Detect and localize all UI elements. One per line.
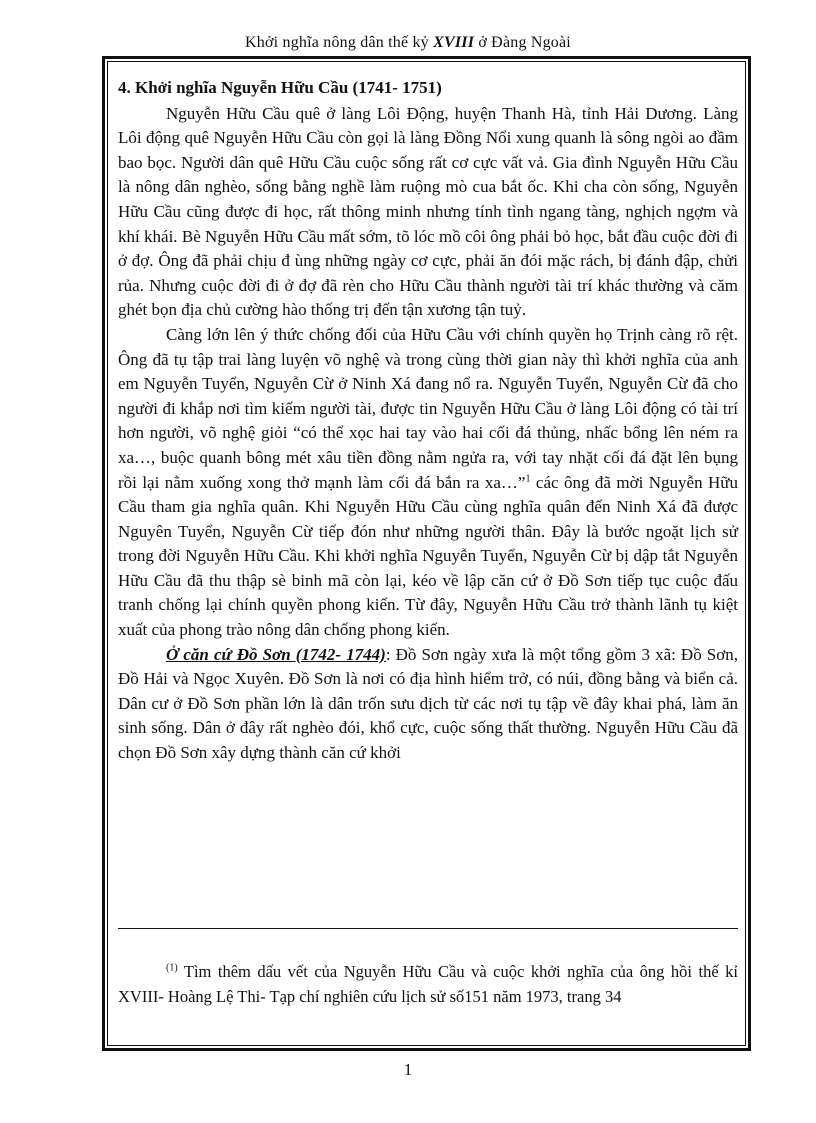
subsection-heading: Ở căn cứ Đồ Sơn (1742- 1744)	[166, 644, 386, 664]
paragraph-3	[118, 643, 738, 766]
paragraph-1: Nguyễn Hữu Cầu quê ở làng Lôi Động, huyện Thanh Hà, tỉnh Hải Dương. Làng Lôi động quê Nguyễn Hữu Cầu còn gọi là làng Đồng Nổi xung quanh là sông ngòi ao đầm bao bọc. Người dân quê Hữu Cầu cuộc sống rất cơ cực vất vả. Gia đình Nguyễn Hữu Cầu là nông dân nghèo, sống bằng nghề làm ruộng mò cua bắt ốc. Khi cha còn sống, Nguyễn Hữu Cầu cũng được đi học, rất thông minh nhưng tính tình ngang tàng, nghịch ngợm và khí khái. Bè Nguyễn Hữu Cầu mất sớm, tõ lóc mồ côi ông phải bỏ học, bắt đầu cuộc đời đi ở đợ. Ông đã phải chịu đ ùng những ngày cơ cực, phải ăn đói mặc rách, bị đánh đập, chửi rủa. Nhưng cuộc đời đi ở đợ đã rèn cho Hữu Cầu thành người tài trí khác thường và căm ghét bọn địa chủ cường hào thống trị đến tận xương tận tuỷ.	[118, 103, 738, 320]
paragraph-2-continued: các ông đã mời Nguyễn Hữu Cầu tham gia nghĩa quân. Khi Nguyễn Hữu Cầu cùng nghĩa quân đến Ninh Xá đã được Nguyên Tuyển, Nguyễn Cừ tiếp đón như những người thân. Đây là bước ngoặt lịch sử trong đời Nguyễn Hữu Cầu. Khi khởi nghĩa Nguyễn Tuyển, Nguyễn Cừ bị dập tắt Nguyễn Hữu Cầu đã thu thập sè binh mã còn lại, kéo về lập căn cứ ở Đồ Sơn tiếp tục cuộc đấu tranh chống lại chính quyền phong kiến. Từ đây, Nguyễn Hữu Cầu trở thành lãnh tụ kiệt xuất của phong trào nông dân chống phong kiến.	[118, 472, 738, 640]
paragraph-2	[118, 323, 738, 643]
header-century: XVIII	[433, 34, 475, 51]
section-heading: 4. Khởi nghĩa Nguyễn Hữu Cầu (1741- 1751)	[118, 78, 442, 97]
footnote-reference[interactable]: 1	[525, 472, 531, 484]
paragraph-3-text: : Đồ Sơn ngày xưa là một tổng gồm 3 xã: Đồ Sơn, Đồ Hải và Ngọc Xuyên. Đồ Sơn là nơi có địa hình hiểm trở, có núi, đồng bằng và biển cả. Dân cư ở Đồ Sơn phần lớn là dân trốn sưu dịch từ các nơi tụ tập về đây khai phá, làm ăn sinh sống. Dân ở đây rất nghèo đói, khổ cực, cuộc sống thất thường. Nguyễn Hữu Cầu đã chọn Đồ Sơn xây dựng thành căn cứ khởi	[118, 644, 738, 763]
footnote-text-block	[118, 959, 738, 1009]
paragraph-2-text: Càng lớn lên ý thức chống đối của Hữu Cầu với chính quyền họ Trịnh càng rõ rệt. Ông đã tụ tập trai làng luyện võ nghệ và trong cùng thời gian này thì khởi nghĩa của anh em Nguyễn Tuyển, Nguyễn Cừ ở Ninh Xá đang nổ ra. Nguyễn Tuyển, Nguyễn Cừ đã cho người đi khắp nơi tìm kiếm người tài, được tin Nguyễn Hữu Cầu ở làng Lôi động có tài trí hơn người, võ nghệ giỏi “có thể xọc hai tay vào hai cối đá thủng, nhấc bổng lên ném ra xa…, buộc quanh bông mét xâu tiền đồng nằm ngửa ra, với tay nhặt cối đá đặt lên bụng rồi lại nằm xuống xong thở mạnh làm cối đá bắn ra xa…”	[118, 324, 738, 492]
main-content	[118, 76, 738, 766]
footnote-separator	[118, 928, 738, 929]
header-suffix: ở Đàng Ngoài	[474, 34, 571, 51]
footnote-text: Tìm thêm dấu vết của Nguyễn Hữu Cầu và cuộc khởi nghĩa của ông hồi thế kỉ XVIII- Hoàng Lệ Thi- Tạp chí nghiên cứu lịch sử số151 năm 1973, trang 34	[118, 962, 738, 1006]
page-number: 1	[403, 1060, 413, 1079]
footnote	[118, 959, 738, 1009]
footnote-marker: (1)	[166, 962, 178, 974]
running-header	[0, 34, 816, 52]
header-prefix: Khởi nghĩa nông dân thế kỷ	[245, 34, 434, 51]
